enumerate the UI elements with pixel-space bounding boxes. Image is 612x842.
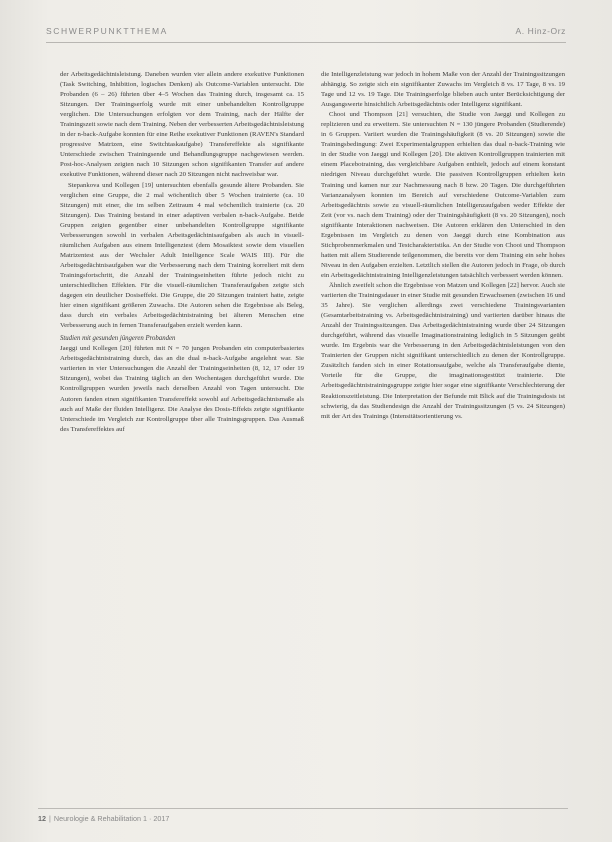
body-paragraph: der Arbeitsgedächtnisleistung. Daneben wurden vier allein andere exekutive Funktionen (Task Switching, Inhibition, logisches Denken) als Outcome-Variablen untersucht. Die Probanden (6 – 26) führten über 4–5 Wochen das Training durch, insgesamt ca. 15 Sitzungen. Der Trainingserfolg wurde mit einer unbehandelten Kontrollgruppe verglichen. Die Untersuchungen erfolgten vor dem Training, nach der Hälfte der Trainingszeit sowie nach dem Training. Neben der verbesserten Arbeitsgedächtnisleistung in der n-back-Aufgabe konnten für eine Reihe exekutiver Funktionen (RAVEN's Standard progressive Matrizen, eine Switchtaskaufgabe) Transfereffekte als signifikante Unterschiede zwischen Trainingsende und Behandlungsgruppe nachgewiesen werden. Post-hoc-Analysen zeigten nach 10 Sitzungen schon signifikanten Transfer auf andere exekutive Funktionen, während dieser nach 20 Sitzungen nicht nachweisbar war.	[60, 71, 304, 179]
page-footer	[38, 814, 338, 826]
body-paragraph: Chooi und Thompson [21] versuchten, die Studie von Jaeggi und Kollegen zu replizieren und zu erweitern. Sie untersuchten N = 130 jüngere Probanden (Studierende) in 6 Gruppen. Variiert wurden die Trainingshäufigkeit (8 vs. 20 Sitzungen) sowie die Trainingsbedingung: Zwei Experimentalgruppen erhielten das dual n-back-Training wie in der Studie von Jaeggi und Kollegen [20]. Die aktiven Kontrollgruppen trainierten mit einem Placebotraining, das vergleichbare Aufgaben enthielt, jedoch auf einem konstant niedrigen Niveau durchgeführt wurde. Die passiven Kontrollgruppen erhielten kein Training und kamen nur zur Nachmessung nach 8 bzw. 20 Tagen. Die durchgeführten Varianzanalysen konnten im Bereich auf verschiedene Outcome-Variablen zum Arbeitsgedächtnis sowie zu visuell-räumlichen Intelligenzaufgaben weder Effekte der Zeit (vor vs. nach dem Training) oder der Trainingshäufigkeit (8 vs. 20 Sitzungen), noch signifikante Interaktionen nachweisen. Die Autoren erklären den Unterschied in den Ergebnissen im Vergleich zu denen von Jaeggi durch eine Kombination aus Stichprobenmerkmalen und Testcharakteristika. An der Studie von Chooi und Thompson hatten mit allem Studierende teilgenommen, die bereits vor dem Training ein sehr hohes Niveau in den Aufgaben erzielten. Letztlich stellen die Autoren jedoch in Frage, ob durch ein Arbeitsgedächtnistraining Intelligenzleistungen tatsächlich verbessert werden können.	[321, 111, 565, 279]
journal-title: Neurologie & Rehabilitation 1 · 2017	[53, 814, 170, 823]
footer-separator: |	[49, 814, 51, 823]
right-column	[321, 70, 565, 690]
section-title: SCHWERPUNKTTHEMA	[46, 26, 168, 36]
subheading: Studien mit gesunden jüngeren Probanden	[60, 335, 176, 343]
running-head	[46, 26, 566, 40]
left-column	[60, 70, 304, 690]
author-name: A. Hinz-Orz	[515, 26, 566, 36]
body-paragraph: Stepankova und Kollegen [19] untersuchten ebenfalls gesunde ältere Probanden. Sie verglichen eine Gruppe, die 2 mal wöchentlich über 5 Wochen trainierte (ca. 10 Sitzungen) mit einer, die im selben Zeitraum 4 mal wöchentlich trainierte (ca. 20 Sitzungen). Das Training bestand in einer adaptiven verbalen n-back-Aufgabe. Beide Gruppen zeigten gegenüber einer unbehandelten Kontrollgruppe signifikante Verbesserungen sowohl in verbalen Arbeitsgedächtnisaufgaben als auch in visuell-räumlichen Aufgaben aus einem Intelligenztest (dem Mosaiktest sowie dem visuellen Matrizentest aus der Wechsler Adult Intelligence Scale WAIS III). Für die Arbeitsgedächtnisaufgaben war die Verbesserung nach dem Training korreliert mit dem Trainingsfortschritt, die Anzahl der Trainingseinheiten führte jedoch nicht zu unterschiedlichen Effekten. Für die visuell-räumlichen Transferaufgaben zeigte sich dagegen ein deutlicher Dosiseffekt. Die Gruppe, die 20 Sitzungen trainiert hatte, zeigte hier einen signifikant größeren Zuwachs. Die Autoren sehen die Ergebnisse als Beleg, dass durch ein verbales Arbeitsgedächtnistraining bei älteren Menschen eine Verbesserung auch in fernen Transferaufgaben erzielt werden kann.	[60, 181, 304, 330]
page-number: 12	[38, 814, 46, 823]
body-paragraph: Ähnlich zweifelt schon die Ergebnisse von Matzen und Kollegen [22] hervor. Auch sie variierten die Trainingsdauer in einer Studie mit gesunden Erwachsenen (zwischen 16 und 35 Jahre). Sie verglichen allerdings zwei verschiedene Trainingsvarianten (Gesamtarbeitstraining vs. Arbeitsgedächtnistraining) und variierten darüber hinaus die Anzahl der Trainingssitzungen. Das Arbeitsgedächtnistraining wurde über 24 Sitzungen durchgeführt, während das visuelle Imaginationstraining lediglich in 5 Sitzungen geübt wurde. Im Ergebnis war die Verbesserung in den Arbeitsgedächtnisleistungen von den Trainierten der Gruppen nicht signifikant unterschiedlich zu denen der Kontrollgruppe. Zusätzlich fanden sich in einer Rotationsaufgabe, welche als Transferaufgabe diente, Vorteile für die Gruppe, die imaginationsgestützt trainierte. Die Arbeitsgedächtnistrainingsgruppe zeigte hier sogar eine signifikante Verschlechterung der Reaktionszeitleistung. Die Interpretation der Befunde mit Blick auf die Trainingsdosis ist schwierig, da das Studiendesign die Anzahl der Trainingssitzungen (5 vs. 24 Sitzungen) mit der Art des Trainings (Intensitätsorientierung vs.	[321, 281, 565, 420]
footer-divider	[38, 808, 568, 809]
header-divider	[46, 42, 566, 43]
body-paragraph: die Intelligenzleistung war jedoch in hohem Maße von der Anzahl der Trainingssitzungen abhängig. So zeigte sich ein signifikanter Zuwachs im Vergleich 8 vs. 17 Tage, 8 vs. 19 Tage und 12 vs. 19 Tage. Die Trainingserfolge blieben auch unter Berücksichtigung der Ausgangswerte hinsichtlich Arbeitsgedächtnis oder Intelligenz signifikant.	[321, 71, 565, 109]
body-paragraph: Jaeggi und Kollegen [20] führten mit N = 70 jungen Probanden ein computerbasiertes Arbeitsgedächtnistraining durch, das an die dual n-back-Aufgabe angelehnt war. Sie variierten in vier Untersuchungen die Anzahl der Trainingseinheiten (8, 12, 17 oder 19 Sitzungen), wobei das Training täglich an den Wochentagen durchgeführt wurde. Die Kontrollgruppen wurden jeweils nach derselben Anzahl von Tagen untersucht. Die Autoren fanden einen signifikanten Transfereffekt sowohl auf Arbeitsgedächtnismaße als auch auf Maße der fluiden Intelligenz. Die Analyse des Dosis-Effekts zeigte signifikante Unterschiede im Vergleich zur Kontrollgruppe über alle Trainingsgruppen. Das Ausmaß des Transfereffektes auf	[60, 345, 304, 433]
